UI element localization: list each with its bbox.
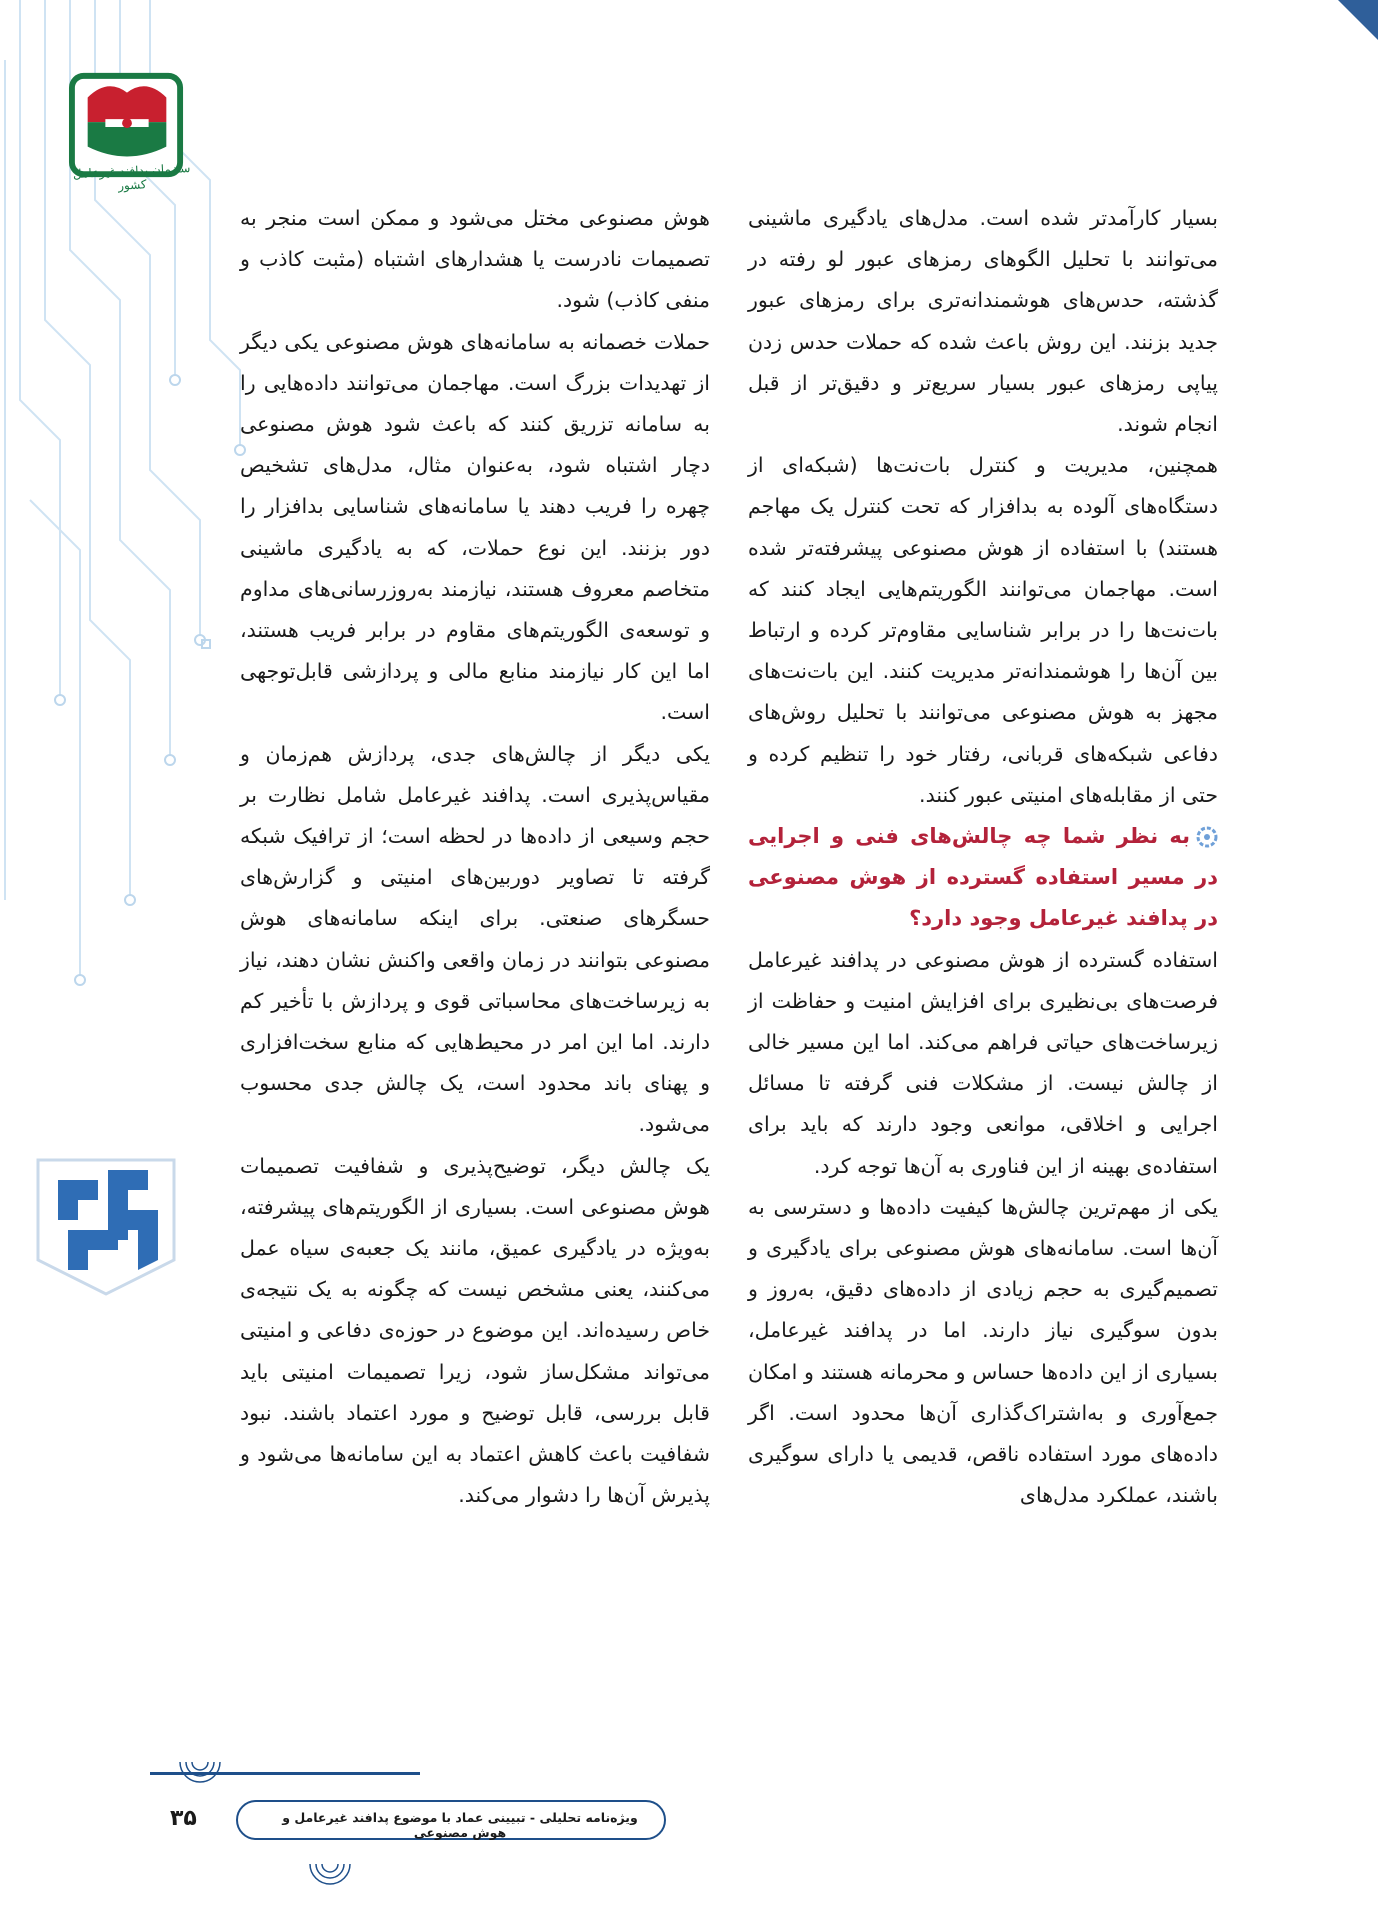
corner-decoration — [1338, 0, 1378, 40]
question-text: به نظر شما چه چالش‌های فنی و اجرایی در مسیر استفاده گسترده از هوش مصنوعی در پدافند غیرعامل وجود دارد؟ — [748, 824, 1218, 931]
answer-paragraph: استفاده گسترده از هوش مصنوعی در پدافند غیرعامل فرصت‌های بی‌نظیری برای افزایش امنیت و حفاظت از زیرساخت‌های حیاتی فراهم می‌کند. اما این مسیر خالی از چالش نیست. از مشکلات فنی گرفته تا مسائل اجرایی و اخلاقی، موانعی وجود دارند که باید برای استفاده‌ی بهینه از این فناوری به آن‌ها توجه کرد. — [748, 947, 1218, 1178]
body-paragraph: یکی دیگر از چالش‌های جدی، پردازش هم‌زمان و مقیاس‌پذیری است. پدافند غیرعامل شامل نظارت بر حجم وسیعی از داده‌ها در لحظه است؛ از ترافیک شبکه گرفته تا تصاویر دوربین‌های امنیتی و گزارش‌های حسگرهای صنعتی. برای اینکه سامانه‌های هوش مصنوعی بتوانند در زمان واقعی واکنش نشان دهند، نیاز به زیرساخت‌های محاسباتی قوی و پردازش با تأخیر کم دارند. اما این امر در محیط‌هایی که منابع سخت‌افزاری و پهنای باند محدود است، یک چالش جدی محسوب می‌شود. — [240, 741, 710, 1137]
answer-paragraph: یکی از مهم‌ترین چالش‌ها کیفیت داده‌ها و دسترسی به آن‌ها است. سامانه‌های هوش مصنوعی برای یادگیری و تصمیم‌گیری به حجم زیادی از داده‌های دقیق، به‌روز و بدون سوگیری نیاز دارند. اما در پدافند غیرعامل، بسیاری از این داده‌ها حساس و محرمانه هستند و امکان جمع‌آوری و به‌اشتراک‌گذاری آن‌ها محدود است. اگر داده‌های مورد استفاده ناقص، قدیمی یا دارای سوگیری باشند، عملکرد مدل‌های — [748, 1194, 1218, 1508]
body-paragraph: یک چالش دیگر، توضیح‌پذیری و شفافیت تصمیمات هوش مصنوعی است. بسیاری از الگوریتم‌های پیشرفته، به‌ویژه در یادگیری عمیق، مانند یک جعبه‌ی سیاه عمل می‌کنند، یعنی مشخص نیست که چگونه به یک نتیجه‌ی خاص رسیده‌اند. این موضوع در حوزه‌ی دفاعی و امنیتی می‌تواند مشکل‌ساز شود، زیرا تصمیمات امنیتی باید قابل بررسی، قابل توضیح و مورد اعتماد باشند. نبود شفافیت باعث کاهش اعتماد به این سامانه‌ها می‌شود و پذیرش آن‌ها را دشوار می‌کند. — [240, 1153, 710, 1508]
emad-logo-icon — [28, 1140, 184, 1298]
org-logo-caption: سازمان پدافند غیرعامل کشور — [72, 160, 191, 193]
page-number: ۳۵ — [170, 1806, 197, 1831]
left-column — [240, 198, 710, 1517]
footer-circles-icon — [300, 1864, 360, 1894]
body-paragraph: هوش مصنوعی مختل می‌شود و ممکن است منجر به تصمیمات نادرست یا هشدارهای اشتباه (مثبت کاذب و منفی کاذب) شود. — [240, 206, 710, 313]
footer-circles-icon — [170, 1762, 230, 1792]
body-paragraph: همچنین، مدیریت و کنترل بات‌نت‌ها (شبکه‌ای از دستگاه‌های آلوده به بدافزار که تحت کنترل یک مهاجم هستند) با استفاده از هوش مصنوعی پیشرفته‌تر شده است. مهاجمان می‌توانند الگوریتم‌هایی ایجاد کنند که بات‌نت‌ها را در برابر شناسایی مقاوم‌تر کرده و ارتباط بین آن‌ها را هوشمندانه‌تر مدیریت کنند. این بات‌نت‌های مجهز به هوش مصنوعی می‌توانند با تحلیل روش‌های دفاعی شبکه‌های قربانی، رفتار خود را تنظیم کرده و حتی از مقابله‌های امنیتی عبور کنند. — [748, 453, 1218, 807]
question-swirl-icon — [1196, 826, 1218, 848]
body-paragraph: بسیار کارآمدتر شده است. مدل‌های یادگیری ماشینی می‌توانند با تحلیل الگوهای رمزهای عبور لو رفته در گذشته، حدس‌های هوشمندانه‌تری برای رمزهای عبور جدید بزنند. این روش باعث شده که حملات حدس زدن پیاپی رمزهای عبور بسیار سریع‌تر و دقیق‌تر از قبل انجام شوند. — [748, 206, 1218, 437]
body-paragraph: حملات خصمانه به سامانه‌های هوش مصنوعی یکی دیگر از تهدیدات بزرگ است. مهاجمان می‌توانند داده‌هایی را به سامانه تزریق کنند که باعث شود هوش مصنوعی دچار اشتباه شود، به‌عنوان مثال، مدل‌های تشخیص چهره را فریب دهند یا سامانه‌های شناسایی بدافزار را دور بزنند. این نوع حملات، که به یادگیری ماشینی متخاصم معروف هستند، نیازمند به‌روزرسانی‌های مداوم و توسعه‌ی الگوریتم‌های مقاوم در برابر فریب هستند، اما این کار نیازمند منابع مالی و پردازشی قابل‌توجهی است. — [240, 329, 710, 725]
right-column — [748, 198, 1218, 1517]
question-heading — [748, 816, 1218, 940]
footer-title: ویژه‌نامه تحلیلی - تبیینی عماد با موضوع پدافند غیرعامل و هوش مصنوعی — [282, 1810, 638, 1840]
